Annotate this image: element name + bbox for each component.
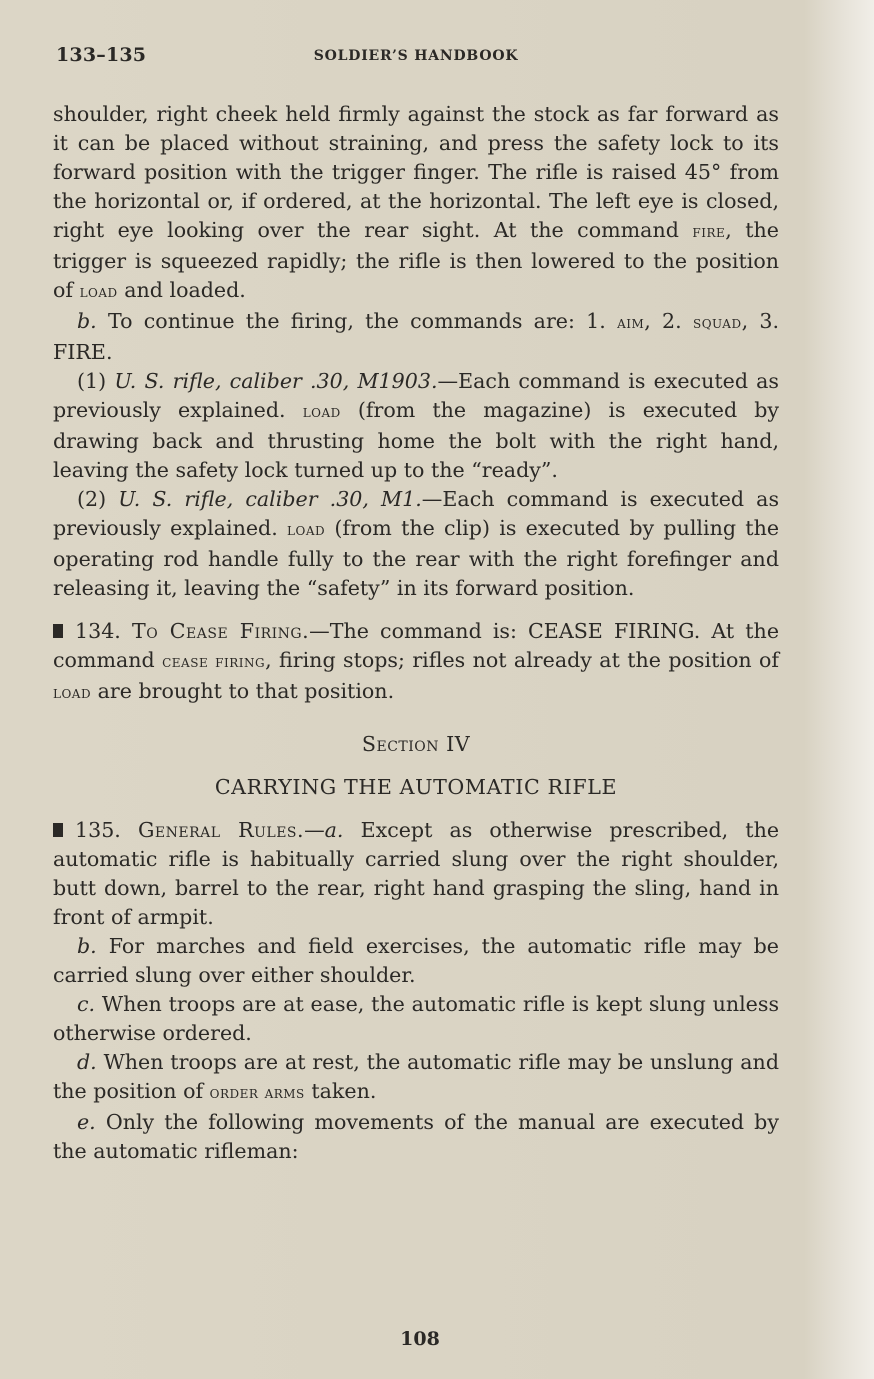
- paragraph-b: b. To continue the firing, the commands are: 1. aim, 2. squad, 3. FIRE.: [53, 309, 780, 364]
- command-fire: fire: [692, 222, 726, 242]
- paragraph-135-heading: General Rules.: [137, 818, 305, 842]
- paragraph-135-d: d. When troops are at rest, the automatic rifle may be unslung and the position of order arms taken.: [53, 1050, 780, 1103]
- subparagraph-1: (1) U. S. rifle, caliber .30, M1903.—Each command is executed as previously explained. load (from the magazine) is executed by drawing back and thrusting home the bolt with the right hand, leaving the safety lock turned up to the “ready”.: [53, 369, 780, 482]
- command-aim: aim: [617, 313, 645, 333]
- paragraph-135-b: b. For marches and field exercises, the automatic rifle may be carried slung over either shoulder.: [53, 934, 779, 987]
- paragraph-135: 135. General Rules.—a. Except as otherwise prescribed, the automatic rifle is habitually carried slung over the right shoulder, butt down, barrel to the rear, right hand grasping the sling, hand in front of armpit.: [53, 818, 780, 929]
- subparagraph-2-title: U. S. rifle, caliber .30, M1.: [118, 487, 422, 511]
- subparagraph-1-title: U. S. rifle, caliber .30, M1903.: [114, 369, 438, 393]
- header-title: SOLDIER’S HANDBOOK: [313, 48, 519, 64]
- command-load: load: [53, 683, 92, 703]
- body-text: [53, 100, 779, 1166]
- paragraph-continued: shoulder, right cheek held firmly against the stock as far forward as it can be placed without straining, and press the safety lock to its forward position with the trigger finger. The rifle is raised 45° from the horizontal or, if ordered, at the horizontal. The left eye is closed, right eye looking over the rear sight. At the command fire, the trigger is squeezed rapidly; the rifle is then lowered to the position of load and loaded.: [53, 102, 779, 302]
- command-order-arms: order arms: [209, 1083, 305, 1103]
- paragraph-marker-icon: [53, 823, 63, 837]
- header-page-range: 133–135: [56, 44, 147, 66]
- paragraph-135-c: c. When troops are at ease, the automatic rifle is kept slung unless otherwise ordered.: [53, 992, 780, 1045]
- chapter-title: CARRYING THE AUTOMATIC RIFLE: [214, 775, 618, 799]
- subparagraph-2: (2) U. S. rifle, caliber .30, M1.—Each command is executed as previously explained. load (from the clip) is executed by pulling the operating rod handle fully to the rear with the right forefinger and releasing it, leaving the “safety” in its forward position.: [53, 487, 780, 600]
- command-cease-firing: cease firing: [162, 652, 266, 672]
- paragraph-135-e: e. Only the following movements of the manual are executed by the automatic rifleman:: [53, 1110, 779, 1163]
- paragraph-134: 134. To Cease Firing.—The command is: CEASE FIRING. At the command cease firing, firing stops; rifles not already at the position of load are brought to that position.: [53, 619, 780, 703]
- running-header: [56, 44, 776, 74]
- paragraph-134-heading: To Cease Firing.: [131, 619, 310, 643]
- command-load: load: [302, 402, 341, 422]
- page-number: 108: [400, 1328, 440, 1350]
- command-load: load: [79, 282, 118, 302]
- command-squad: squad: [692, 313, 742, 333]
- section-heading: Section IV: [361, 732, 471, 756]
- paragraph-marker-icon: [53, 624, 63, 638]
- command-load: load: [287, 520, 326, 540]
